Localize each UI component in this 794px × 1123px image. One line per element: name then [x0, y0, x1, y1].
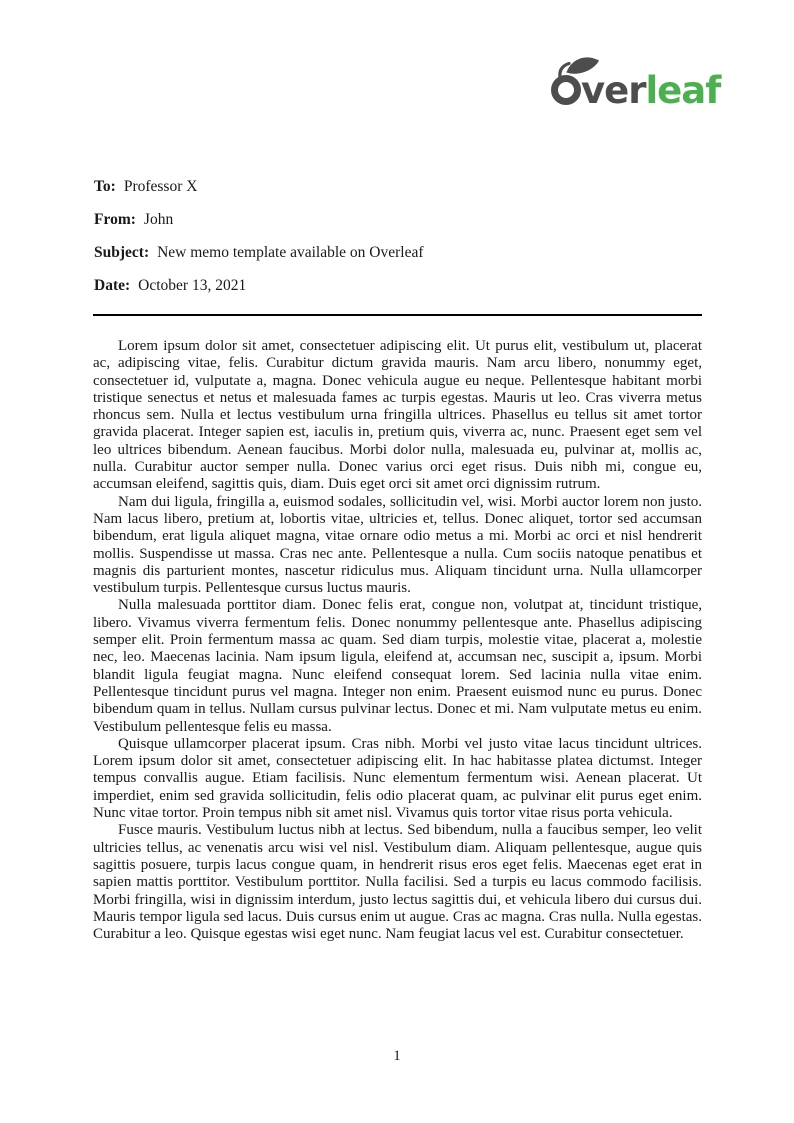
field-value: New memo template available on Overleaf: [157, 244, 424, 261]
field-value: October 13, 2021: [138, 277, 247, 294]
field-value: John: [143, 211, 174, 228]
field-label: Date:: [94, 277, 131, 294]
memo-field-from: [94, 210, 703, 230]
memo-body: [93, 338, 702, 943]
memo-field-to: [94, 177, 703, 197]
body-paragraph: Fusce mauris. Vestibulum luctus nibh at lectus. Sed bibendum, nulla a faucibus semper, leo velit ultricies tellus, ac venenatis arcu wisi vel nisl. Vestibulum diam. Aliquam pellentesque, augue quis sagittis posuere, turpis lacus congue quam, in hendrerit risus eros eget felis. Maecenas eget erat in sapien mattis porttitor. Vestibulum porttitor. Nulla facilisi. Sed a turpis eu lacus commodo facilisis. Morbi fringilla, wisi in dignissim interdum, justo lectus sagittis dui, et vehicula libero dui cursus dui. Mauris tempor ligula sed lacus. Duis cursus enim ut augue. Cras ac magna. Cras nulla. Nulla egestas. Curabitur a leo. Quisque egestas wisi eget nunc. Nam feugiat lacus vel est. Curabitur consectetuer.: [93, 822, 702, 943]
body-paragraph: Lorem ipsum dolor sit amet, consectetuer adipiscing elit. Ut purus elit, vestibulum ut, placerat ac, adipiscing vitae, felis. Curabitur dictum gravida mauris. Nam arcu libero, nonummy eget, consectetuer id, vulputate a, magna. Donec vehicula augue eu neque. Pellentesque habitant morbi tristique senectus et netus et malesuada fames ac turpis egestas. Mauris ut leo. Cras viverra metus rhoncus sem. Nulla et lectus vestibulum urna fringilla ultrices. Phasellus eu tellus sit amet tortor gravida placerat. Integer sapien est, iaculis in, pretium quis, viverra ac, nunc. Praesent eget sem vel leo ultrices bibendum. Aenean faucibus. Morbi dolor nulla, malesuada eu, pulvinar at, mollis ac, nulla. Curabitur auctor semper nulla. Donec varius orci eget risus. Duis nibh mi, congue eu, accumsan eleifend, sagittis quis, diam. Duis eget orci sit amet orci dignissim rutrum.: [93, 338, 702, 493]
field-label: From:: [94, 211, 136, 228]
memo-field-date: [94, 276, 703, 296]
memo-field-subject: [94, 243, 703, 263]
field-label: To:: [94, 178, 116, 195]
page-number: 1: [393, 1048, 401, 1064]
overleaf-logo: [550, 57, 721, 112]
logo-wordmark: [581, 69, 722, 112]
field-value: Professor X: [123, 178, 198, 195]
body-paragraph: Nam dui ligula, fringilla a, euismod sodales, sollicitudin vel, wisi. Morbi auctor lorem non justo. Nam lacus libero, pretium at, lobortis vitae, ultricies et, tellus. Donec aliquet, tortor sed accumsan bibendum, erat ligula aliquet magna, vitae ornare odio metus a mi. Morbi ac orci et nisl hendrerit mollis. Suspendisse ut massa. Cras nec ante. Pellentesque a nulla. Cum sociis natoque penatibus et magnis dis parturient montes, nascetur ridiculus mus. Aliquam tincidunt urna. Nulla ullamcorper vestibulum turpis. Pellentesque cursus luctus mauris.: [93, 493, 702, 597]
overleaf-logo-icon: [550, 57, 721, 112]
body-paragraph: Nulla malesuada porttitor diam. Donec felis erat, congue non, volutpat at, tincidunt tristique, libero. Vivamus viverra fermentum felis. Donec nonummy pellentesque ante. Phasellus adipiscing semper elit. Proin fermentum massa ac quam. Sed diam turpis, molestie vitae, placerat a, molestie nec, leo. Maecenas lacinia. Nam ipsum ligula, eleifend at, accumsan nec, suscipit a, ipsum. Morbi blandit ligula feugiat magna. Nunc eleifend consequat lorem. Sed lacinia nulla vitae enim. Pellentesque tincidunt purus vel magna. Integer non enim. Praesent euismod nunc eu purus. Donec bibendum quam in tellus. Nullam cursus pulvinar lectus. Donec et mi. Nam vulputate metus eu enim. Vestibulum pellentesque felis eu massa.: [93, 597, 702, 735]
divider-rule: [93, 314, 702, 316]
body-paragraph: Quisque ullamcorper placerat ipsum. Cras nibh. Morbi vel justo vitae lacus tincidunt ultrices. Lorem ipsum dolor sit amet, consectetuer adipiscing elit. In hac habitasse platea dictumst. Integer tempus convallis augue. Etiam facilisis. Nunc elementum fermentum wisi. Aenean placerat. Ut imperdiet, enim sed gravida sollicitudin, felis odio placerat quam, ac pulvinar elit purus eget enim. Nunc vitae tortor. Proin tempus nibh sit amet nisl. Vivamus quis tortor vitae risus porta vehicula.: [93, 735, 702, 822]
field-label: Subject:: [94, 244, 150, 261]
logo-text-green: leaf: [645, 69, 721, 112]
logo-text-dark: ver: [581, 69, 646, 112]
logo-o-circle: [555, 79, 578, 102]
memo-header: [94, 177, 703, 309]
